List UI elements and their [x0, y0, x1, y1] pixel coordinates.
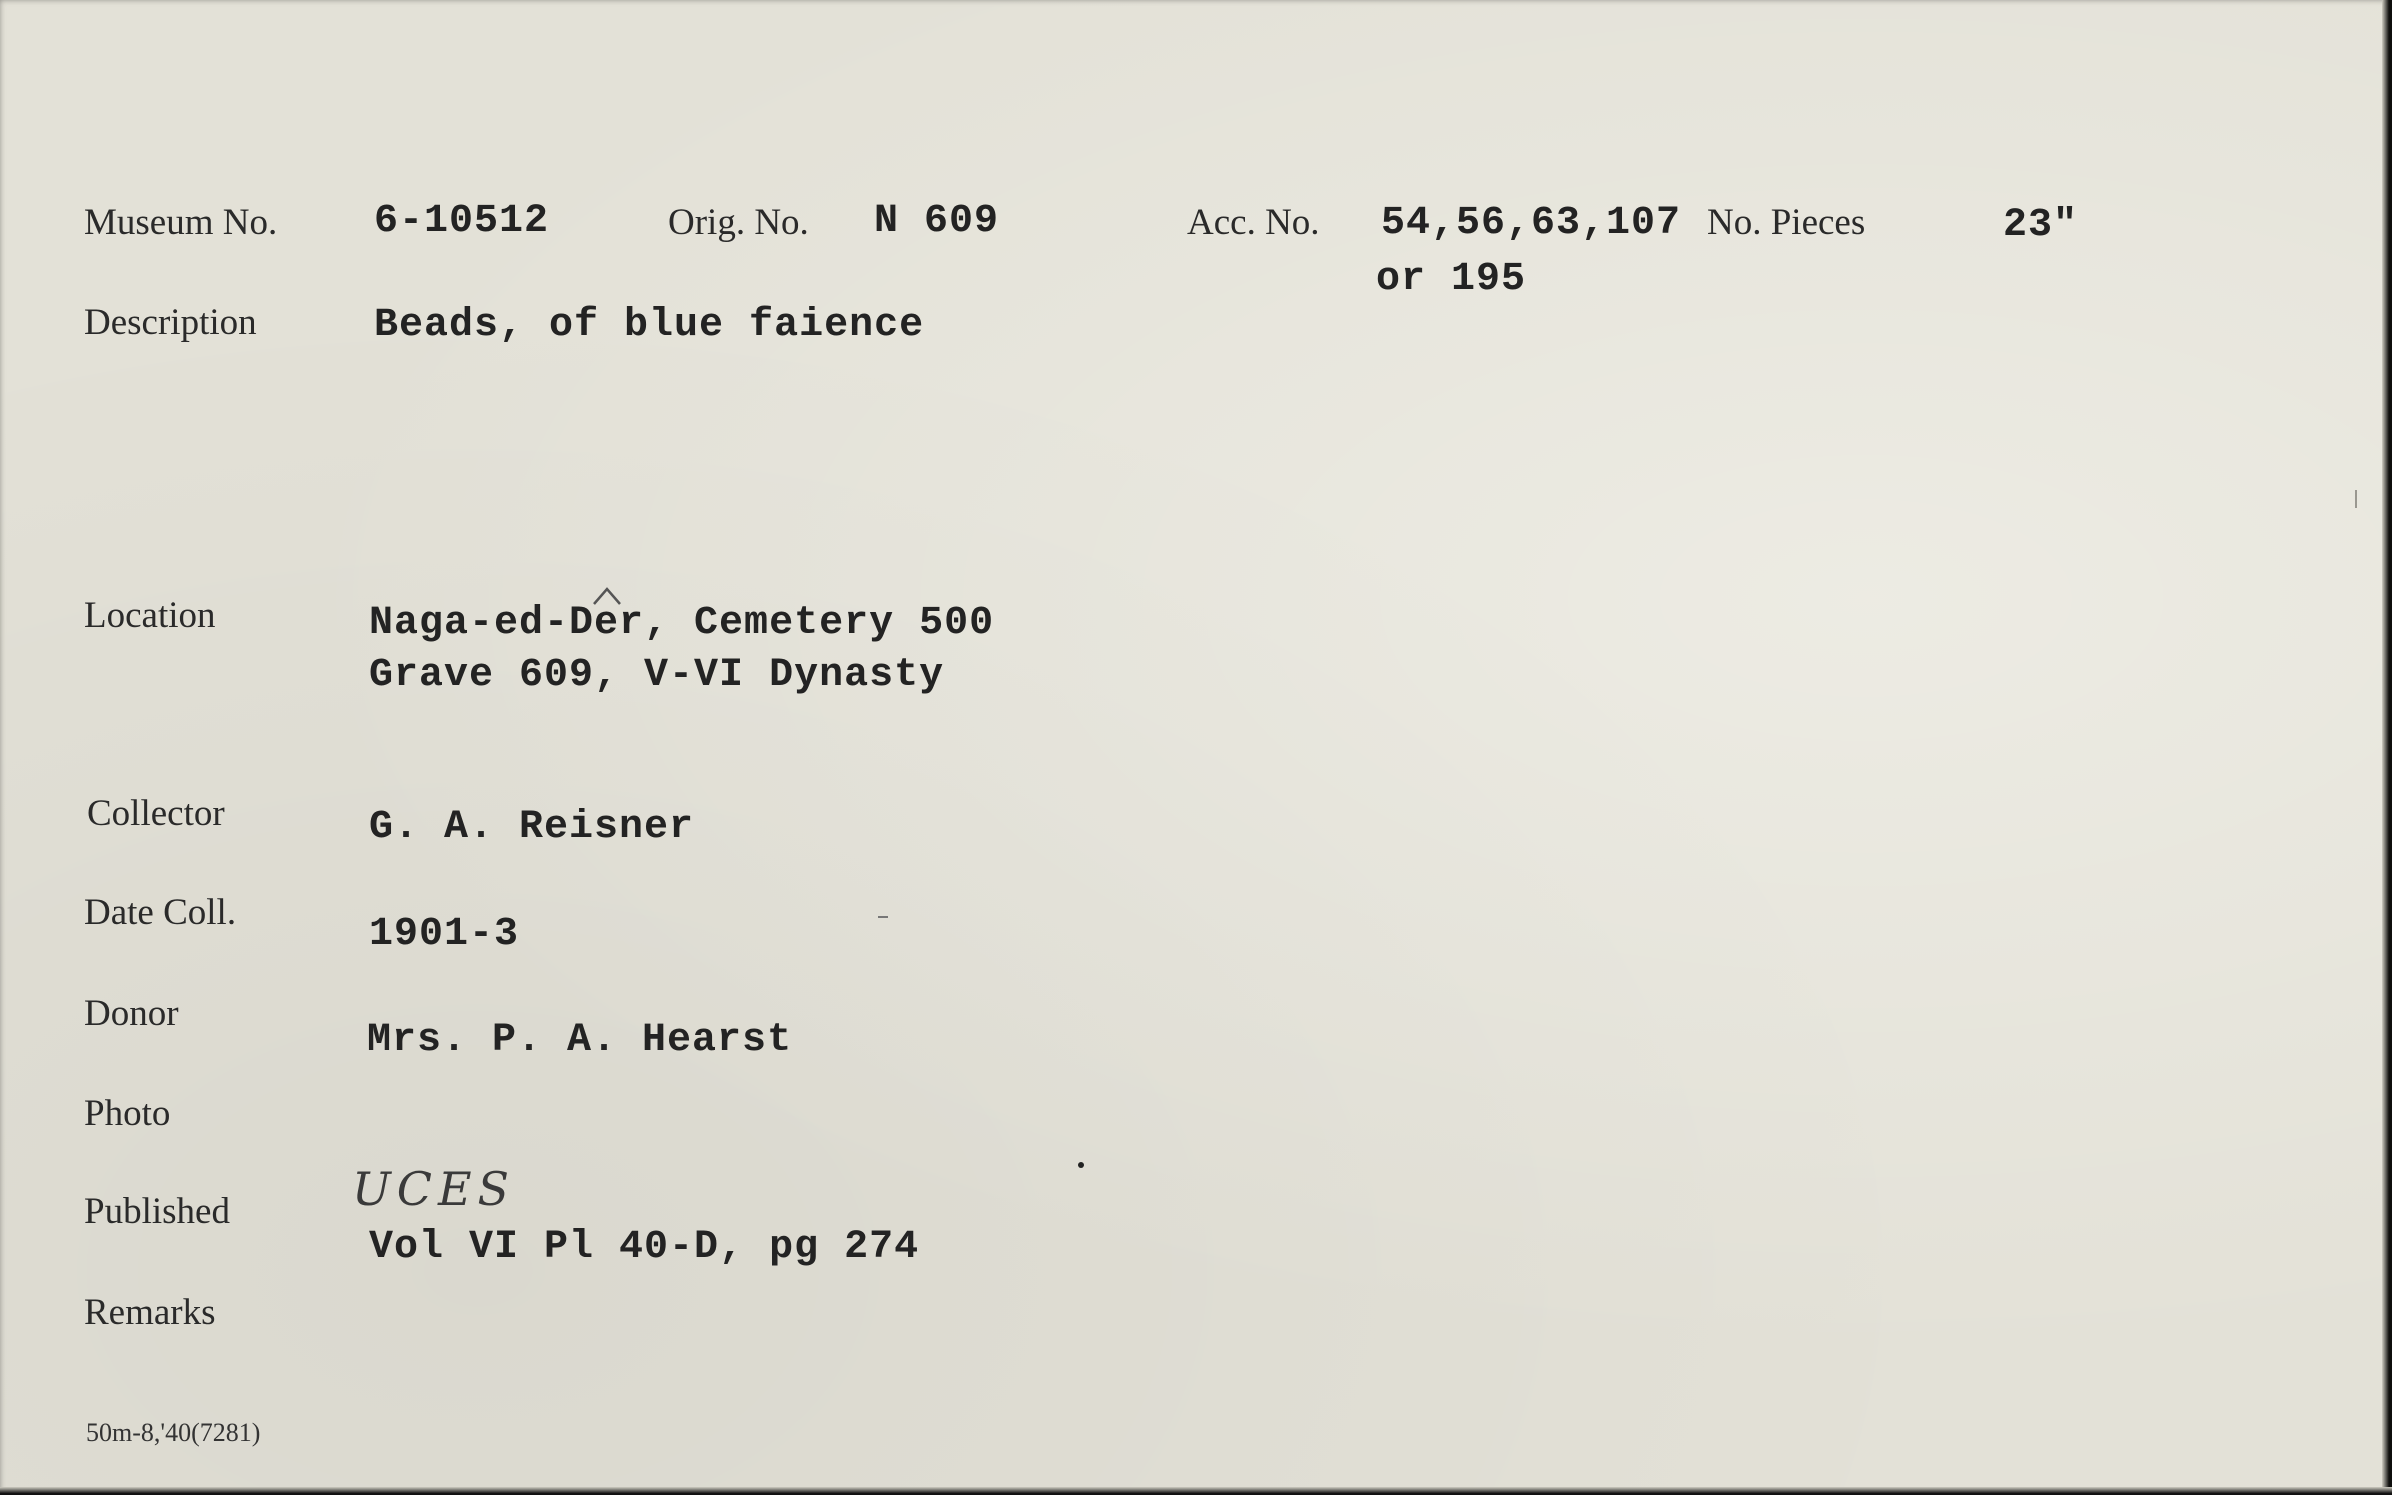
footer-print-code: 50m-8,'40(7281)	[86, 1418, 261, 1447]
remarks-label: Remarks	[84, 1292, 216, 1333]
donor-label: Donor	[84, 993, 179, 1034]
published-label: Published	[84, 1191, 230, 1232]
ink-dot	[1078, 1162, 1084, 1168]
photo-label: Photo	[84, 1093, 171, 1134]
edge-tick-mark	[2355, 490, 2357, 508]
published-handwritten-note: UCES	[352, 1162, 516, 1216]
collector-value: G. A. Reisner	[369, 805, 695, 850]
date-coll-value: 1901-3	[369, 912, 520, 957]
location-value-line1: Naga-ed-Der, Cemetery 500	[369, 601, 995, 646]
acc-no-label: Acc. No.	[1187, 202, 1320, 243]
museum-no-label: Museum No.	[84, 202, 278, 243]
acc-no-value-line2: or 195	[1376, 257, 1527, 302]
no-pieces-value: 23"	[2003, 203, 2079, 248]
published-value: Vol VI Pl 40-D, pg 274	[369, 1225, 920, 1270]
date-coll-label: Date Coll.	[84, 892, 237, 933]
location-value-line2: Grave 609, V-VI Dynasty	[369, 653, 945, 698]
donor-value: Mrs. P. A. Hearst	[367, 1018, 793, 1063]
location-label: Location	[84, 595, 216, 636]
museum-no-value: 6-10512	[374, 199, 550, 244]
no-pieces-label: No. Pieces	[1707, 202, 1866, 243]
orig-no-value: N 609	[874, 199, 1000, 244]
card-edge-bottom	[0, 1487, 2392, 1495]
stray-mark	[878, 916, 888, 918]
orig-no-label: Orig. No.	[668, 202, 809, 243]
description-value: Beads, of blue faience	[374, 303, 925, 348]
acc-no-value-line1: 54,56,63,107	[1381, 201, 1682, 246]
card-edge-right	[2382, 0, 2392, 1495]
description-label: Description	[84, 302, 257, 343]
collector-label: Collector	[87, 793, 225, 834]
